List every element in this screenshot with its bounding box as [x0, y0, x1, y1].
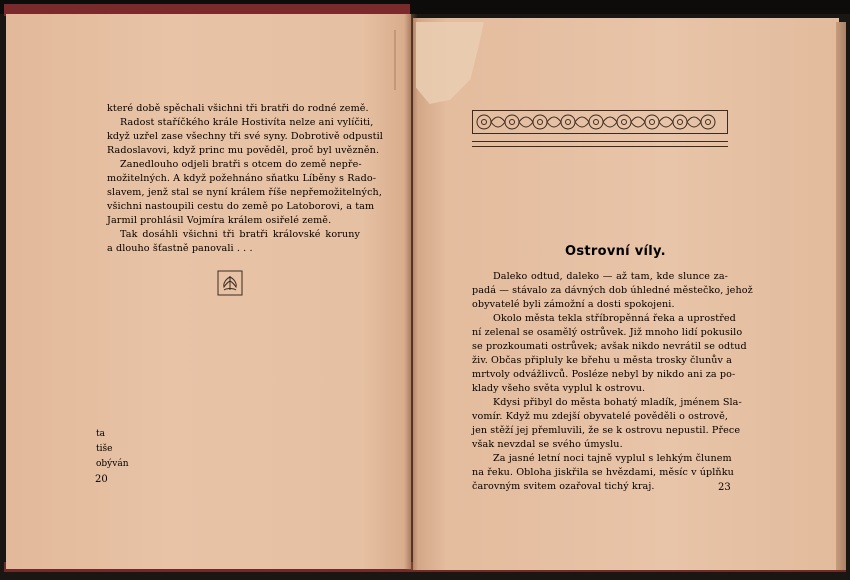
right-line-12: jen stěží jej přemluvili, že se k ostrovu nepustil. Přece: [472, 425, 741, 436]
left-line-1: které době spěchali všichni tři bratři do rodné země.: [107, 103, 369, 114]
margin-note-2: tiše: [96, 444, 113, 454]
left-line-9: Jarmil prohlásil Vojmíra králem osiřelé země.: [107, 215, 332, 226]
left-line-7: slavem, jenž stal se nyní králem říše nepřemožitelných,: [107, 187, 382, 198]
right-line-3: obyvatelé byli zámožní a dosti spokojeni.: [472, 299, 675, 310]
left-line-11: a dlouho šťastně panovali . . .: [107, 243, 253, 254]
right-line-4: Okolo města tekla stříbropěnná řeka a uprostřed: [493, 313, 736, 324]
right-line-16: čarovným svitem ozařoval tichý kraj.: [472, 481, 655, 492]
margin-note-3: obýván: [96, 459, 129, 469]
right-line-11: vomír. Když mu zdejší obyvatelé pověděli o ostrově,: [472, 411, 728, 422]
right-line-15: na řeku. Obloha jiskřila se hvězdami, měsíc v úplňku: [472, 467, 734, 478]
left-line-3: když uzřel zase všechny tři své syny. Dobrotivě odpustil: [107, 131, 383, 142]
left-line-10: Tak dosáhli všichni tři bratři královské koruny: [120, 229, 360, 240]
page-edges: [836, 22, 846, 570]
left-page-number: 20: [95, 474, 108, 485]
right-line-13: však nevzdal se svého úmyslu.: [472, 439, 623, 450]
right-line-6: se prozkoumati ostrůvek; avšak nikdo nevrátil se odtud: [472, 341, 747, 352]
right-line-5: ní zelenal se osamělý ostrůvek. Již mnoho lidí pokusilo: [472, 327, 743, 338]
chapter-title: Ostrovní víly.: [565, 244, 666, 259]
left-line-2: Radost staříčkého krále Hostivíta nelze ani vylíčiti,: [120, 117, 374, 128]
right-line-2: padá — stávalo za dávných dob úhledné městečko, jehož: [472, 285, 753, 296]
right-line-9: klady všeho světa vyplul k ostrovu.: [472, 383, 646, 394]
left-line-6: možitelných. A když požehnáno sňatku Líběny s Rado-: [107, 173, 377, 184]
right-line-7: živ. Občas připluly ke břehu u města trosky člunův a: [472, 355, 732, 366]
right-line-8: mrtvoly odvážlivců. Posléze nebyl by nikdo ani za po-: [472, 369, 736, 380]
left-page: [6, 14, 411, 569]
paper-crease: [394, 30, 396, 90]
double-rule-top: [472, 141, 728, 142]
margin-note-1: ta: [96, 429, 105, 439]
right-line-10: Kdysi přibyl do města bohatý mladík, jménem Sla-: [493, 397, 742, 408]
left-line-5: Zanedlouho odjeli bratři s otcem do země nepře-: [120, 159, 362, 170]
lily-icon: [217, 270, 243, 296]
right-page-number: 23: [718, 482, 731, 493]
floral-border-icon: [472, 110, 728, 134]
left-line-8: všichni nastoupili cestu do země po Latoborovi, a tam: [107, 201, 375, 212]
book-gutter: [404, 14, 418, 570]
left-line-4: Radoslavovi, když princ mu pověděl, proč byl uvězněn.: [107, 145, 380, 156]
right-line-1: Daleko odtud, daleko — až tam, kde slunce za-: [493, 271, 728, 282]
double-rule-bottom: [472, 146, 728, 147]
right-line-14: Za jasné letní noci tajně vyplul s lehkým člunem: [493, 453, 732, 464]
